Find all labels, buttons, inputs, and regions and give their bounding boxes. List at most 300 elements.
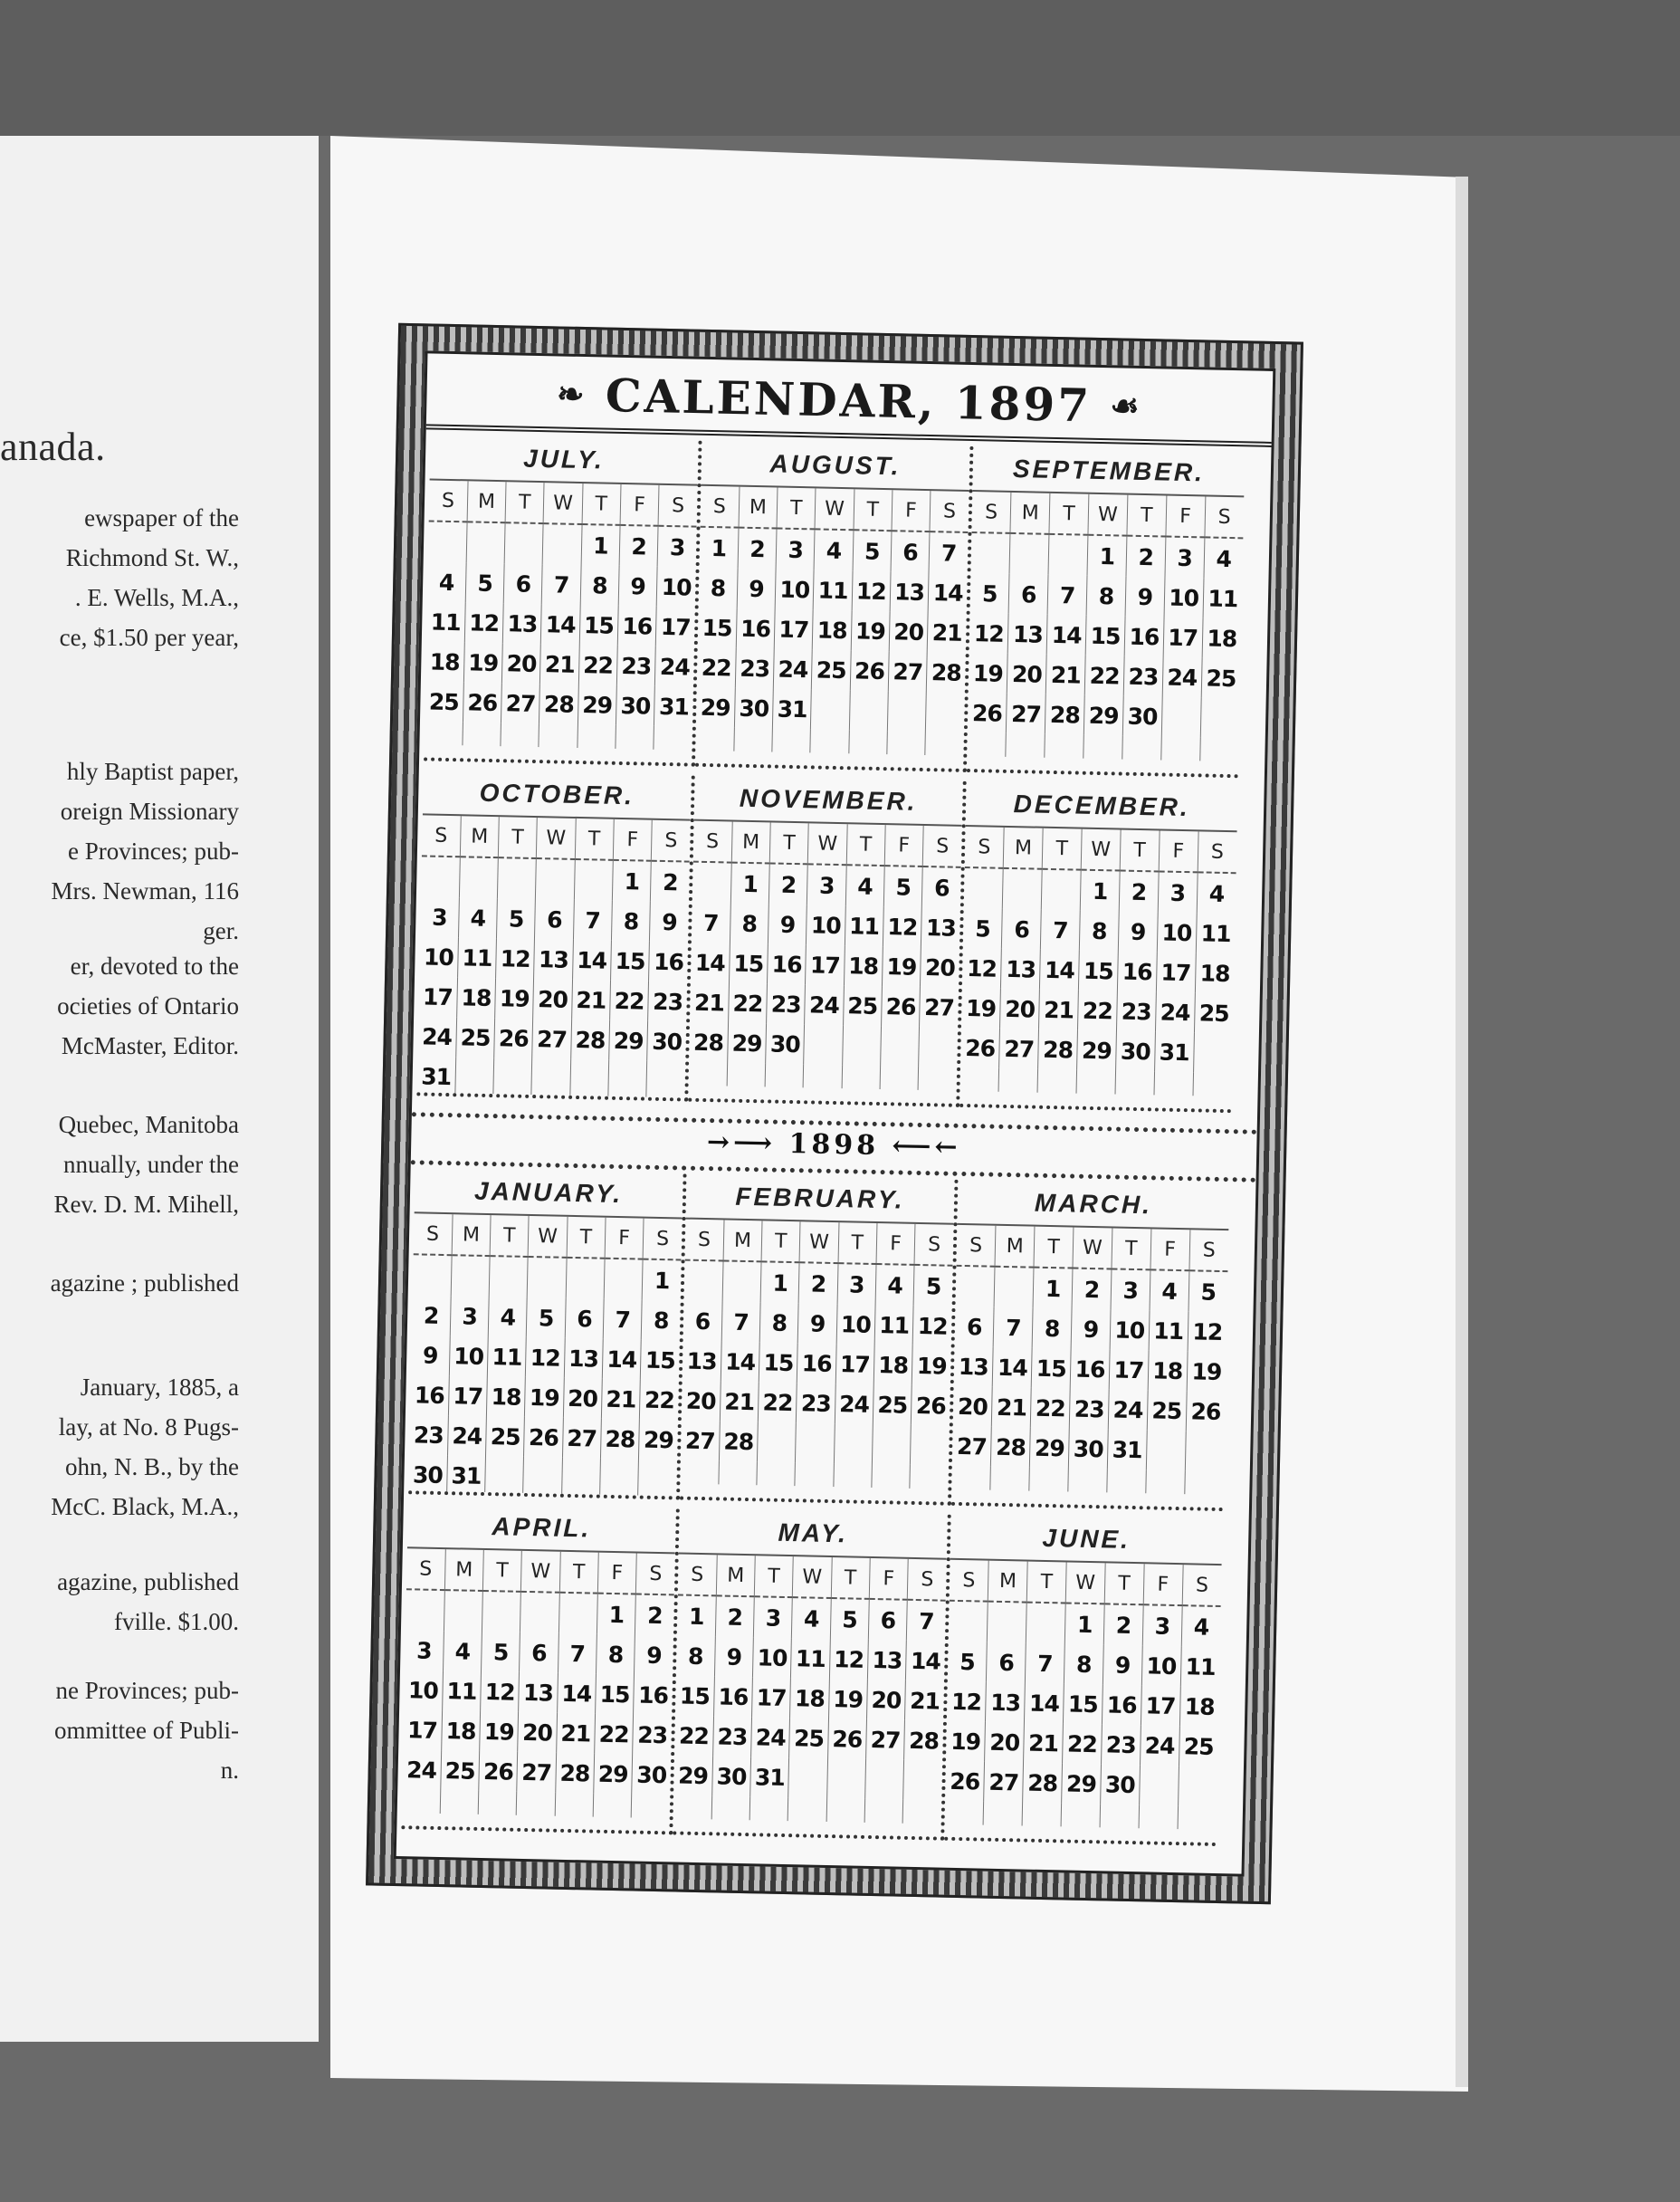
left-text-line: e Provinces; pub- (68, 838, 239, 865)
weekday-header: F (884, 825, 923, 866)
day-cell: 15 (1085, 616, 1125, 656)
spacer-cell (1083, 735, 1122, 760)
day-cell: 31 (658, 693, 690, 721)
day-cell: 17 (418, 976, 457, 1017)
spacer-cell (673, 1795, 712, 1819)
month-day-grid (424, 480, 697, 750)
weekday-header: S (1204, 496, 1244, 538)
day-cell: 12 (852, 570, 891, 611)
day-cell: 23 (616, 646, 655, 686)
day-cell (684, 1260, 723, 1302)
calendar-body (394, 350, 1276, 1876)
month-july (424, 435, 702, 766)
spacer-cell (1184, 1470, 1223, 1495)
day-cell: 16 (736, 608, 775, 649)
dotted-spacer-row (967, 732, 1238, 761)
week-row (952, 1426, 1225, 1471)
day-cell: 10 (807, 905, 845, 945)
day-cell: 3 (807, 864, 846, 905)
spacer-cell (484, 1496, 523, 1500)
weekday-header: F (1159, 830, 1198, 872)
day-cell: 7 (1047, 575, 1087, 616)
day-cell: 28 (1038, 1029, 1078, 1070)
month-name: APRIL. (407, 1503, 676, 1554)
day-cell (1161, 696, 1201, 737)
day-cell: 28 (931, 658, 962, 686)
day-cell: 6 (1002, 909, 1042, 950)
day-cell: 9 (1102, 1644, 1142, 1685)
day-cell: 5 (883, 866, 922, 907)
spacer-cell (680, 1460, 719, 1485)
day-cell: 18 (873, 1345, 912, 1385)
day-cell: 12 (829, 1639, 868, 1680)
day-cell: 23 (1123, 656, 1163, 697)
day-cell: 15 (698, 608, 737, 648)
day-cell: 7 (918, 1607, 934, 1634)
dotted-spacer-row (402, 1789, 670, 1818)
weekday-header: M (1010, 493, 1050, 534)
spacer-cell (826, 1798, 865, 1823)
day-cell (497, 857, 536, 899)
spacer-cell (522, 1497, 561, 1500)
left-text-line: ce, $1.50 per year, (59, 624, 239, 651)
day-cell: 29 (727, 1023, 766, 1064)
week-row (968, 693, 1240, 738)
day-cell: 10 (753, 1637, 792, 1678)
day-cell: 27 (517, 1752, 556, 1793)
left-text-line: ne Provinces; pub- (55, 1677, 239, 1704)
day-cell: 4 (1208, 880, 1225, 907)
weekday-header: F (1166, 496, 1206, 538)
day-cell (451, 1255, 490, 1297)
day-cell: 25 (873, 1384, 912, 1425)
day-cell: 19 (463, 642, 502, 683)
day-cell: 14 (721, 1341, 759, 1382)
day-cell: 29 (578, 685, 616, 725)
day-cell: 31 (416, 1056, 455, 1096)
week-row (954, 1346, 1227, 1392)
day-cell: 24 (402, 1749, 441, 1790)
day-cell: 22 (758, 1382, 797, 1422)
day-cell: 25 (812, 649, 851, 690)
day-cell: 10 (419, 936, 458, 977)
spacer-cell (842, 1065, 881, 1089)
day-cell: 12 (962, 948, 1002, 989)
day-cell (1048, 534, 1088, 576)
day-cell (842, 1025, 881, 1066)
day-cell: 1 (1080, 870, 1120, 912)
day-cell: 14 (602, 1339, 641, 1380)
left-text-line: Richmond St. W., (65, 544, 239, 571)
day-cell (444, 1590, 482, 1632)
left-page-title: anada. (0, 425, 106, 469)
day-cell (489, 1256, 528, 1297)
day-cell: 20 (563, 1378, 602, 1419)
spacer-cell (757, 1461, 796, 1486)
weekday-header: T (559, 1552, 598, 1594)
day-cell: 12 (464, 602, 503, 643)
day-cell: 15 (729, 943, 768, 984)
day-cell (608, 1060, 647, 1101)
day-cell: 8 (611, 901, 650, 942)
day-cell: 7 (993, 1307, 1033, 1348)
month-name: OCTOBER. (423, 770, 692, 820)
weekday-header: F (620, 484, 659, 526)
month-day-grid (416, 815, 690, 1101)
day-cell: 2 (662, 868, 678, 895)
month-february (680, 1174, 958, 1506)
day-cell: 27 (888, 651, 927, 692)
day-cell (1009, 533, 1049, 575)
day-cell: 8 (596, 1634, 635, 1675)
day-cell: 11 (874, 1305, 913, 1345)
day-cell: 20 (533, 979, 572, 1020)
day-cell: 20 (682, 1381, 721, 1422)
month-november (688, 776, 966, 1107)
day-cell: 18 (1184, 1692, 1215, 1720)
day-cell: 26 (1190, 1397, 1221, 1425)
spacer-cell (463, 722, 501, 746)
day-cell: 23 (409, 1414, 448, 1455)
month-day-grid (673, 1554, 947, 1824)
week-row (426, 601, 695, 646)
day-cell: 22 (697, 647, 736, 688)
dotted-spacer-row (424, 721, 692, 750)
day-cell: 1 (1064, 1603, 1104, 1644)
left-text-line: fville. $1.00. (114, 1608, 239, 1635)
day-cell: 2 (738, 528, 777, 570)
day-cell: 7 (940, 539, 957, 567)
week-row (970, 573, 1243, 618)
month-name: DECEMBER. (966, 781, 1238, 832)
spacer-cell (833, 1463, 872, 1488)
week-row (953, 1386, 1226, 1431)
spacer-cell (1068, 1468, 1107, 1492)
day-cell (1200, 697, 1240, 738)
weekday-header: M (460, 816, 499, 857)
weekday-header: F (876, 1223, 915, 1265)
day-cell: 19 (480, 1711, 519, 1752)
day-cell (949, 1601, 988, 1642)
left-text-line: ommittee of Publi- (54, 1717, 239, 1744)
spacer-cell (711, 1795, 750, 1820)
day-cell (455, 1057, 494, 1097)
day-cell: 20 (985, 1722, 1025, 1763)
day-cell (574, 859, 613, 901)
day-cell: 17 (1163, 617, 1203, 657)
day-cell: 10 (661, 573, 692, 601)
day-cell (536, 858, 575, 900)
day-cell: 9 (661, 908, 677, 935)
day-cell: 27 (999, 1029, 1039, 1069)
weekday-header: S (1182, 1565, 1222, 1606)
spacer-cell (593, 1794, 632, 1818)
day-cell: 7 (692, 903, 730, 943)
day-cell: 22 (644, 1386, 675, 1413)
day-cell: 22 (674, 1715, 713, 1756)
day-cell: 27 (952, 1426, 992, 1467)
right-leaf-ornament-icon: ☙ (1109, 387, 1143, 426)
day-cell: 25 (1183, 1732, 1214, 1760)
day-cell: 23 (1101, 1724, 1141, 1765)
day-cell (1026, 1603, 1065, 1644)
day-cell: 10 (836, 1304, 875, 1345)
day-cell (413, 1254, 452, 1296)
day-cell: 8 (1032, 1308, 1072, 1349)
day-cell: 29 (696, 687, 735, 728)
weekday-header: F (605, 1218, 644, 1259)
day-cell: 14 (541, 604, 580, 645)
spacer-cell (1193, 1072, 1232, 1096)
day-cell: 27 (923, 993, 955, 1021)
day-cell: 2 (1119, 871, 1159, 913)
day-cell: 24 (751, 1717, 790, 1757)
day-cell: 4 (792, 1597, 831, 1639)
weekday-header: S (429, 480, 468, 522)
week-row (969, 653, 1241, 698)
week-row (969, 613, 1242, 658)
weekday-header: T (490, 1215, 529, 1257)
day-cell: 29 (609, 1020, 648, 1061)
spacer-cell (803, 1064, 842, 1088)
day-cell: 26 (524, 1417, 563, 1458)
left-text-line: McC. Black, M.A., (51, 1493, 239, 1520)
spacer-cell (848, 730, 887, 754)
day-cell (911, 1425, 950, 1466)
week-row (689, 1022, 958, 1067)
day-cell: 14 (1046, 615, 1086, 656)
spacer-cell (918, 1067, 957, 1091)
day-cell: 22 (578, 645, 617, 685)
spacer-cell (1100, 1804, 1139, 1828)
day-cell (566, 1258, 605, 1299)
week-row (673, 1755, 942, 1800)
week-row (964, 867, 1236, 914)
day-cell: 4 (1150, 1269, 1189, 1311)
day-cell: 15 (1031, 1348, 1071, 1389)
weekday-header: T (769, 822, 808, 864)
left-paragraph (0, 1562, 319, 1642)
week-row (682, 1381, 950, 1426)
spacer-cell (1045, 734, 1083, 759)
weekday-header: T (505, 482, 544, 523)
day-cell (956, 1266, 996, 1307)
spacer-cell (772, 728, 811, 752)
month-name: MAY. (679, 1509, 948, 1560)
left-paragraph (0, 498, 319, 657)
day-cell: 27 (865, 1719, 904, 1760)
week-row (421, 856, 690, 902)
day-cell: 13 (502, 603, 541, 644)
arrow-right-ornament-icon: ⟵← (892, 1130, 961, 1163)
month-january (408, 1168, 686, 1499)
week-row (955, 1307, 1227, 1352)
weekday-header: F (597, 1553, 636, 1594)
week-row (410, 1374, 679, 1420)
day-cell (826, 1758, 865, 1799)
spacer-cell (749, 1796, 788, 1821)
week-row (692, 903, 960, 948)
day-cell: 6 (891, 531, 930, 572)
day-cell: 25 (789, 1718, 828, 1758)
weekday-header: W (1073, 1228, 1112, 1269)
weekday-header: M (739, 487, 778, 529)
weekday-header: T (846, 824, 885, 866)
week-row (406, 1589, 674, 1635)
day-cell: 7 (721, 1301, 760, 1342)
day-cell: 30 (616, 685, 654, 726)
spacer-cell (1178, 1805, 1217, 1830)
day-cell: 28 (1023, 1763, 1063, 1804)
week-row (418, 976, 687, 1021)
day-cell: 5 (527, 1297, 566, 1338)
spacer-cell (599, 1498, 638, 1500)
day-cell: 16 (1124, 617, 1164, 657)
day-cell: 1 (730, 863, 769, 905)
weekday-header: M (467, 481, 506, 522)
weekday-header: S (422, 815, 461, 857)
week-row (963, 908, 1236, 953)
day-cell: 11 (442, 1671, 481, 1711)
day-cell: 4 (488, 1297, 527, 1337)
day-cell (971, 532, 1011, 574)
day-cell: 28 (539, 684, 578, 724)
day-cell: 2 (619, 525, 658, 567)
spacer-cell (810, 729, 849, 753)
day-cell: 3 (1165, 537, 1205, 579)
day-cell: 19 (828, 1679, 867, 1719)
day-cell (811, 689, 850, 730)
day-cell (542, 523, 581, 565)
day-cell (1139, 1765, 1179, 1805)
day-cell: 26 (968, 693, 1007, 733)
day-cell: 18 (1148, 1350, 1188, 1391)
spacer-cell (616, 725, 654, 750)
weekday-header: T (1120, 830, 1160, 872)
year-band-text: 1898 (788, 1127, 880, 1163)
day-cell: 17 (752, 1677, 791, 1718)
day-cell: 27 (681, 1421, 720, 1461)
day-cell (531, 1058, 570, 1099)
day-cell: 5 (925, 1272, 941, 1299)
day-cell: 30 (766, 1023, 805, 1064)
spacer-cell (416, 1096, 454, 1101)
day-cell: 11 (457, 937, 496, 978)
spacer-cell (539, 723, 578, 748)
day-cell: 16 (713, 1676, 752, 1717)
day-cell: 8 (676, 1635, 715, 1676)
day-cell: 13 (1001, 949, 1041, 990)
day-cell (604, 1259, 643, 1300)
day-cell: 24 (805, 984, 844, 1025)
day-cell: 28 (555, 1753, 594, 1794)
day-cell: 18 (1199, 959, 1230, 987)
day-cell: 20 (1007, 654, 1047, 694)
weekday-header: T (1104, 1563, 1144, 1604)
day-cell: 8 (759, 1302, 798, 1343)
day-cell: 5 (963, 908, 1003, 949)
day-cell: 26 (960, 1028, 1000, 1068)
day-cell: 8 (730, 904, 768, 944)
day-cell (1178, 1766, 1217, 1806)
week-row (675, 1675, 944, 1720)
week-row (428, 521, 697, 567)
week-row (411, 1335, 680, 1380)
day-cell: 20 (518, 1712, 557, 1753)
day-cell: 8 (653, 1307, 669, 1334)
day-cell (482, 1591, 520, 1632)
day-cell: 28 (719, 1421, 758, 1461)
day-cell: 31 (1154, 1031, 1194, 1072)
day-cell (887, 691, 926, 732)
day-cell: 21 (540, 644, 579, 685)
left-text-line: Rev. D. M. Mihell, (53, 1191, 239, 1218)
day-cell: 15 (610, 941, 649, 981)
day-cell: 9 (618, 566, 657, 607)
day-cell: 2 (715, 1595, 754, 1637)
weekday-header: T (1112, 1228, 1151, 1269)
day-cell (406, 1589, 444, 1631)
day-cell: 30 (1068, 1429, 1108, 1470)
spacer-cell (1139, 1805, 1178, 1829)
spacer-cell (1061, 1803, 1100, 1827)
dotted-spacer-row (951, 1466, 1223, 1495)
weekday-header: S (907, 1559, 946, 1601)
week-row (681, 1421, 950, 1466)
day-cell: 29 (1083, 695, 1123, 736)
weekday-header: S (406, 1548, 445, 1590)
day-cell: 2 (1126, 536, 1166, 578)
day-cell: 9 (768, 904, 807, 944)
weekday-header: T (1042, 828, 1082, 870)
spacer-cell (637, 1499, 676, 1500)
day-cell: 27 (501, 683, 540, 723)
spacer-cell (440, 1790, 479, 1814)
day-cell: 25 (843, 985, 882, 1026)
month-day-grid (408, 1213, 682, 1499)
spacer-cell (631, 1794, 670, 1818)
day-cell: 29 (1062, 1763, 1102, 1804)
left-text-line: ocieties of Ontario (57, 992, 239, 1020)
left-text-line: ohn, N. B., by the (65, 1453, 239, 1480)
scanner-background (0, 0, 1680, 136)
day-cell: 15 (595, 1674, 634, 1715)
week-row (425, 641, 694, 686)
day-cell (561, 1458, 600, 1498)
day-cell (523, 1457, 562, 1498)
day-cell: 8 (1079, 911, 1119, 952)
left-text-line: January, 1885, a (80, 1374, 239, 1401)
day-cell: 12 (969, 613, 1009, 654)
weekday-header: F (892, 490, 931, 531)
day-cell (558, 1593, 597, 1634)
calendar-title-text: CALENDAR, 1897 (605, 369, 1093, 433)
weekday-header: W (537, 818, 576, 859)
week-row (412, 1295, 681, 1340)
day-cell: 28 (570, 1020, 609, 1060)
month-day-grid (695, 486, 969, 756)
month-day-grid (402, 1548, 675, 1818)
dotted-spacer-row (695, 727, 963, 756)
weekday-header: T (754, 1556, 793, 1597)
spacer-cell (727, 1063, 766, 1087)
day-cell: 13 (519, 1672, 558, 1713)
week-row (947, 1681, 1219, 1727)
month-april (401, 1503, 679, 1834)
day-cell: 30 (1122, 696, 1162, 737)
day-cell: 19 (916, 1352, 947, 1380)
day-cell: 30 (652, 1028, 682, 1055)
